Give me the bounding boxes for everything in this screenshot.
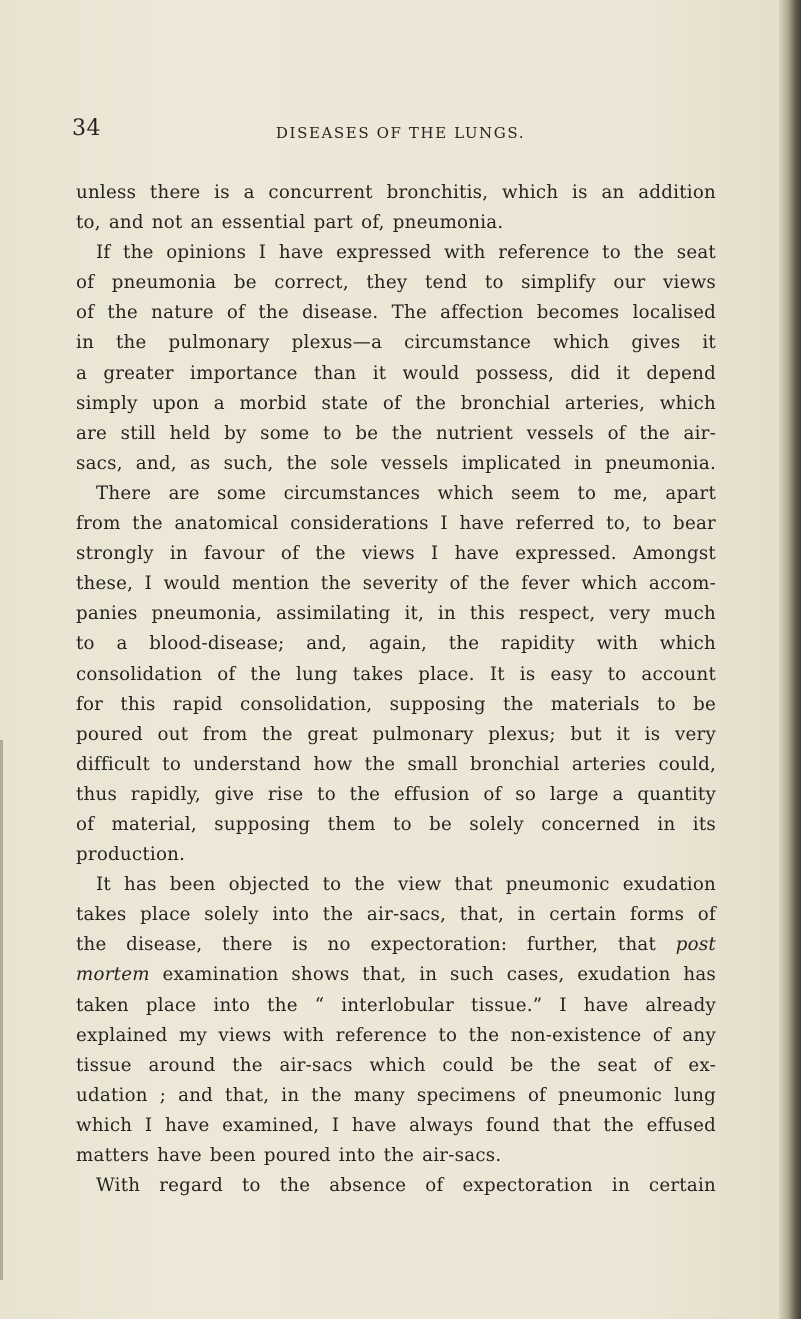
text-line: are still held by some to be the nutrient vessels of the air- xyxy=(76,422,716,444)
text-line: explained my views with reference to the non-existence of any xyxy=(76,1024,716,1046)
text-line: to, and not an essential part of, pneumonia. xyxy=(76,212,504,234)
text-line: thus rapidly, give rise to the effusion of so large a quantity xyxy=(76,783,716,805)
text-line: poured out from the great pulmonary plexus; but it is very xyxy=(76,723,716,745)
text-line: With regard to the absence of expectoration in certain xyxy=(96,1175,716,1197)
text-line: There are some circumstances which seem to me, apart xyxy=(96,482,716,504)
text-line: from the anatomical considerations I have referred to, to bear xyxy=(76,513,716,535)
text-line: sacs, and, as such, the sole vessels implicated in pneumonia. xyxy=(76,452,716,474)
page-header xyxy=(0,116,801,154)
running-title: DISEASES OF THE LUNGS. xyxy=(275,124,526,142)
text-line: strongly in favour of the views I have expressed. Amongst xyxy=(76,543,716,565)
text-line: takes place solely into the air-sacs, that, in certain forms of xyxy=(76,904,716,926)
text-line: production. xyxy=(76,844,186,866)
text-segment: examination shows that, in such cases, exudation has xyxy=(162,964,716,986)
text-line: simply upon a morbid state of the bronchial arteries, which xyxy=(76,392,716,414)
text-line: If the opinions I have expressed with reference to the seat xyxy=(96,242,716,264)
italic-term: mortem xyxy=(76,964,150,986)
text-line: consolidation of the lung takes place. It is easy to account xyxy=(76,663,716,685)
text-line: of the nature of the disease. The affection becomes localised xyxy=(76,302,716,324)
text-line xyxy=(76,960,716,990)
text-line: unless there is a concurrent bronchitis, which is an addition xyxy=(76,182,716,203)
text-line: difficult to understand how the small bronchial arteries could, xyxy=(76,753,716,775)
text-line: taken place into the “ interlobular tissue.” I have already xyxy=(76,994,716,1016)
text-line: of material, supposing them to be solely concerned in its xyxy=(76,813,716,835)
text-segment: the disease, there is no expectoration: further, that xyxy=(76,934,657,956)
text-line: in the pulmonary plexus—a circumstance which gives it xyxy=(76,332,716,354)
page-edge-shadow xyxy=(779,0,801,1319)
text-line xyxy=(76,930,716,960)
italic-term: post xyxy=(675,934,716,956)
text-line: for this rapid consolidation, supposing the materials to be xyxy=(76,693,716,715)
text-line: udation ; and that, in the many specimens of pneumonic lung xyxy=(76,1084,716,1106)
text-line: of pneumonia be correct, they tend to simplify our views xyxy=(76,272,716,294)
body-text xyxy=(76,178,716,1201)
text-line: It has been objected to the view that pneumonic exudation xyxy=(96,874,716,896)
page-number: 34 xyxy=(72,116,101,141)
page-gutter-shadow xyxy=(0,740,3,1280)
text-line: panies pneumonia, assimilating it, in this respect, very much xyxy=(76,603,716,625)
text-line: tissue around the air-sacs which could be the seat of ex- xyxy=(76,1054,716,1076)
text-line: a greater importance than it would possess, did it depend xyxy=(76,362,716,384)
text-line: these, I would mention the severity of the fever which accom- xyxy=(76,573,716,595)
text-line: matters have been poured into the air-sacs. xyxy=(76,1145,502,1166)
text-line: which I have examined, I have always found that the effused xyxy=(76,1114,716,1136)
text-line: to a blood-disease; and, again, the rapidity with which xyxy=(76,633,716,655)
